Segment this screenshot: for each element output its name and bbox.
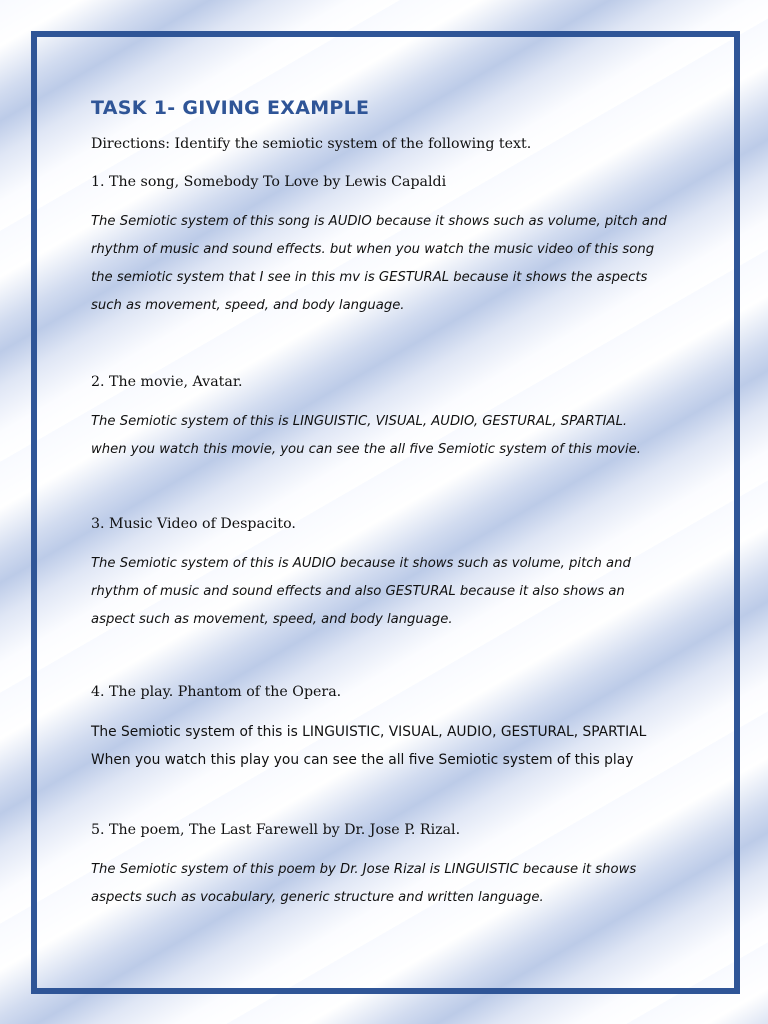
page-title: TASK 1- GIVING EXAMPLE — [91, 97, 370, 119]
answer-line: aspect such as movement, speed, and body language. — [91, 612, 453, 627]
task-item-3 — [91, 514, 691, 634]
answer-line: aspects such as vocabulary, generic structure and written language. — [91, 890, 544, 905]
directions-text: Directions: Identify the semiotic system of the following text. — [91, 136, 532, 152]
task-answer-3 — [91, 550, 691, 634]
task-answer-5 — [91, 856, 691, 912]
answer-line: The Semiotic system of this poem by Dr. Jose Rizal is LINGUISTIC because it shows — [91, 862, 637, 877]
task-question-5: 5. The poem, The Last Farewell by Dr. Jose P. Rizal. — [91, 822, 461, 838]
answer-line: the semiotic system that I see in this mv is GESTURAL because it shows the aspects — [91, 270, 648, 285]
document-body — [91, 94, 691, 912]
task-question-2: 2. The movie, Avatar. — [91, 374, 243, 390]
answer-line: When you watch this play you can see the all five Semiotic system of this play — [91, 752, 634, 768]
answer-line: The Semiotic system of this is LINGUISTIC, VISUAL, AUDIO, GESTURAL, SPARTIAL — [91, 724, 647, 740]
task-item-2 — [91, 372, 691, 464]
task-question-1: 1. The song, Somebody To Love by Lewis Capaldi — [91, 174, 447, 190]
task-answer-1 — [91, 208, 691, 320]
task-item-4 — [91, 682, 691, 774]
task-item-1 — [91, 172, 691, 320]
answer-line: rhythm of music and sound effects. but when you watch the music video of this song — [91, 242, 655, 257]
answer-line: The Semiotic system of this song is AUDIO because it shows such as volume, pitch and — [91, 214, 667, 229]
task-item-5 — [91, 820, 691, 912]
answer-line: when you watch this movie, you can see the all five Semiotic system of this movie. — [91, 442, 641, 457]
answer-line: The Semiotic system of this is LINGUISTIC, VISUAL, AUDIO, GESTURAL, SPARTIAL. — [91, 414, 628, 429]
answer-line: such as movement, speed, and body language. — [91, 298, 405, 313]
task-question-4: 4. The play. Phantom of the Opera. — [91, 684, 342, 700]
answer-line: rhythm of music and sound effects and also GESTURAL because it also shows an — [91, 584, 625, 599]
answer-line: The Semiotic system of this is AUDIO because it shows such as volume, pitch and — [91, 556, 631, 571]
task-answer-4 — [91, 718, 691, 774]
task-question-3: 3. Music Video of Despacito. — [91, 516, 296, 532]
task-answer-2 — [91, 408, 691, 464]
